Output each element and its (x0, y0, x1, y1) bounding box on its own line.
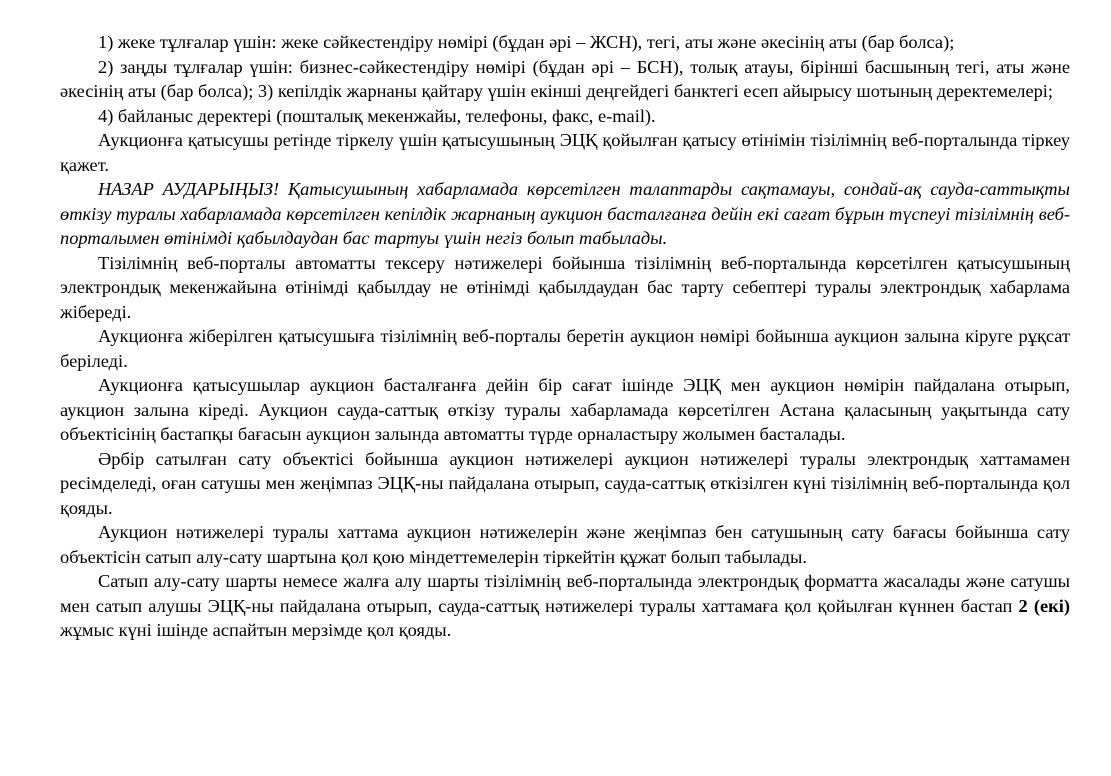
paragraph-results-protocol: Аукцион нәтижелері туралы хаттама аукцион нәтижелерін және жеңімпаз бен сатушының сату бағасы бойынша сату объектісін сатып алу-сату шартына қол қою міндеттемелерін тіркейтін құжат болып табылады. (60, 522, 1070, 567)
paragraph-registration: Аукционға қатысушы ретінде тіркелу үшін қатысушының ЭЦҚ қойылған қатысу өтінімін тізілімнің веб-порталында тіркеу қажет. (60, 130, 1070, 175)
contract-text-before: Сатып алу-сату шарты немесе жалға алу шарты тізілімнің веб-порталында электрондық форматта жасалады және сатушы мен сатып алушы ЭЦҚ-ны пайдалана отырып, сауда-саттық нәтижелері туралы хаттамаға қол қойылған күннен бастап (60, 571, 1070, 616)
paragraph-auction-start: Аукционға қатысушылар аукцион басталғанға дейін бір сағат ішінде ЭЦҚ мен аукцион нөмірін пайдалана отырып, аукцион залына кіреді. Аукцион сауда-саттық өткізу туралы хабарламада көрсетілген Астана қаласының уақытында сату объектісінің бастапқы бағасын аукцион залында автоматты түрде орналастыру жолымен басталады. (60, 375, 1070, 444)
paragraph-purchase-contract (60, 569, 1070, 643)
paragraph-contact-details: 4) байланыс деректері (пошталық мекенжайы, телефоны, факс, e-mail). (98, 105, 656, 126)
paragraph-attention-notice: НАЗАР АУДАРЫҢЫЗ! Қатысушының хабарламада көрсетілген талаптарды сақтамауы, сондай-ақ сауда-саттықты өткізу туралы хабарламада көрсетілген кепілдік жарнаның аукцион басталғанға дейін екі сағат бұрын түспеуі тізілімнің веб-порталымен өтінімді қабылдаудан бас тартуы үшін негіз болып табылады. (60, 179, 1070, 248)
paragraph-auction-results: Әрбір сатылған сату объектісі бойынша аукцион нәтижелері аукцион нәтижелері туралы электрондық хаттамамен ресімделеді, оған сатушы мен жеңімпаз ЭЦҚ-ны пайдалана отырып, сауда-саттық өткізілген күні тізілімнің веб-порталында қол қояды. (60, 448, 1070, 518)
contract-deadline-days: 2 (екі) (1018, 595, 1070, 616)
contract-text-after: жұмыс күні ішінде аспайтын мерзімде қол қояды. (60, 620, 452, 640)
paragraph-auction-access: Аукционға жіберілген қатысушыға тізілімнің веб-порталы беретін аукцион нөмірі бойынша аукцион залына кіруге рұқсат беріледі. (60, 326, 1070, 371)
paragraph-individuals: 1) жеке тұлғалар үшін: жеке сәйкестендіру нөмірі (бұдан әрі – ЖСН), тегі, аты және әкесінің аты (бар болса); (98, 32, 955, 52)
paragraph-automatic-check: Тізілімнің веб-порталы автоматты тексеру нәтижелері бойынша тізілімнің веб-порталында көрсетілген қатысушының электрондық мекенжайына өтінімді қабылдау не өтінімді қабылдаудан бас тарту себептері туралы электрондық хабарлама жібереді. (60, 252, 1070, 322)
document-body (60, 30, 1070, 643)
paragraph-legal-entities: 2) заңды тұлғалар үшін: бизнес-сәйкестендіру нөмірі (бұдан әрі – БСН), толық атауы, бірінші басшының тегі, аты және әкесінің аты (бар болса); 3) кепілдік жарнаны қайтару үшін екінші деңгейдегі банктегі есеп айырысу шотының деректемелері; (60, 56, 1070, 101)
